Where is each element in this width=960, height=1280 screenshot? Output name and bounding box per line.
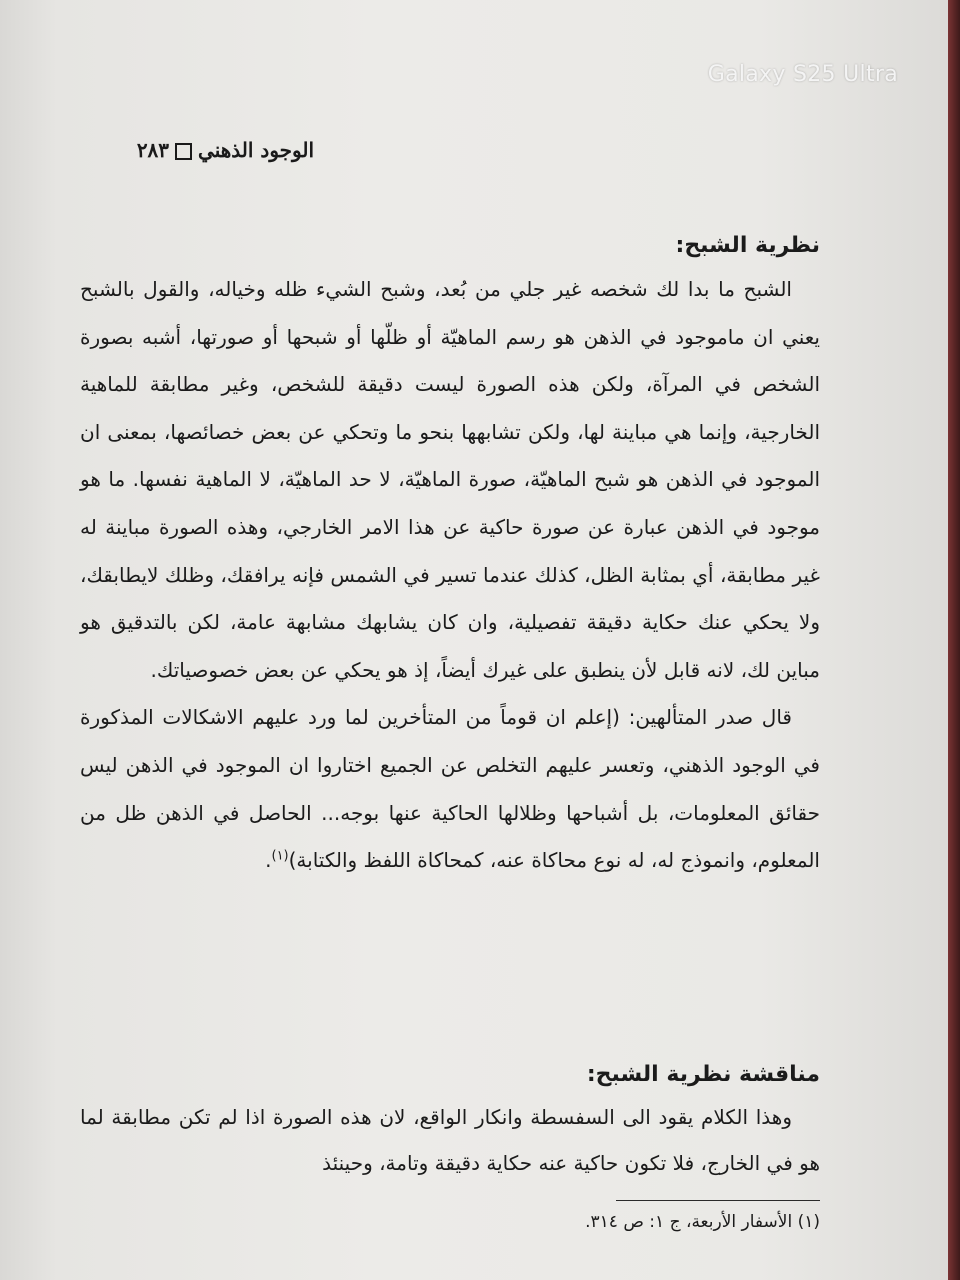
header-square-icon bbox=[175, 143, 192, 160]
quote-end: . bbox=[265, 848, 272, 873]
running-header bbox=[86, 138, 314, 162]
paragraph-quote bbox=[80, 694, 820, 884]
paragraph: الشبح ما بدا لك شخصه غير جلي من بُعد، وشبح الشيء ظله وخياله، والقول بالشبح يعني ان ماموجود في الذهن هو رسم الماهيّة أو ظلّها أو شبحها أو صورتها، أشبه بصورة الشخص في المرآة، ولكن هذه الصورة ليست دقيقة للشخص، وغير مطابقة للماهية الخارجية، وإنما هي مباينة لها، ولكن تشابهها بنحو ما وتحكي عن بعض خصائصها، بمعنى ان الموجود في الذهن هو شبح الماهيّة، صورة الماهيّة، لا حد الماهيّة، لا الماهية نفسها. ما هو موجود في الذهن عبارة عن صورة حاكية عن هذا الامر الخارجي، وهذه الصورة مباينة له غير مطابقة، أي بمثابة الظل، كذلك عندما تسير في الشمس فإنه يرافقك، وظلك لايطابقك، ولا يحكي عنك حكاية دقيقة تفصيلية، وان كان يشابهك مشابهة عامة، لكن بالتدقيق هو مباين لك، لانه قابل لأن ينطبق على غيرك أيضاً، إذ هو يحكي عن بعض خصوصياتك. bbox=[80, 277, 820, 682]
footnote-divider bbox=[616, 1200, 820, 1201]
section-heading: مناقشة نظرية الشبح: bbox=[586, 1062, 820, 1087]
section-ghost-theory bbox=[80, 228, 820, 885]
section-ghost-theory-discussion bbox=[80, 1058, 820, 1186]
section-heading: نظرية الشبح: bbox=[675, 233, 820, 258]
header-title: الوجود الذهني bbox=[198, 138, 314, 162]
paragraph: وهذا الكلام يقود الى السفسطة وانكار الواقع، لان هذه الصورة اذا لم تكن مطابقة لما هو في الخارج، فلا تكون حاكية عنه حكاية دقيقة وتامة، وحينئذ bbox=[80, 1105, 820, 1175]
quote-text: قال صدر المتألهين: (إعلم ان قوماً من المتأخرين لما ورد عليهم الاشكالات المذكورة في الوجود الذهني، وتعسر عليهم التخلص عن الجميع اختاروا ان الموجود في الذهن ليس حقائق المعلومات، بل أشباحها وظلالها الحاكية عنها بوجه... الحاصل في الذهن ظل من المعلوم، وانموذج له، له نوع محاكاة عنه، كمحاكاة اللفظ والكتابة) bbox=[80, 705, 820, 873]
footnote-ref: (١) bbox=[271, 848, 289, 864]
page-number: ٢٨٣ bbox=[136, 138, 170, 162]
footnote: (١) الأسفار الأربعة، ج ١: ص ٣١٤. bbox=[585, 1212, 820, 1232]
camera-watermark: Galaxy S25 Ultra bbox=[707, 62, 898, 87]
book-cover-edge bbox=[948, 0, 960, 1280]
